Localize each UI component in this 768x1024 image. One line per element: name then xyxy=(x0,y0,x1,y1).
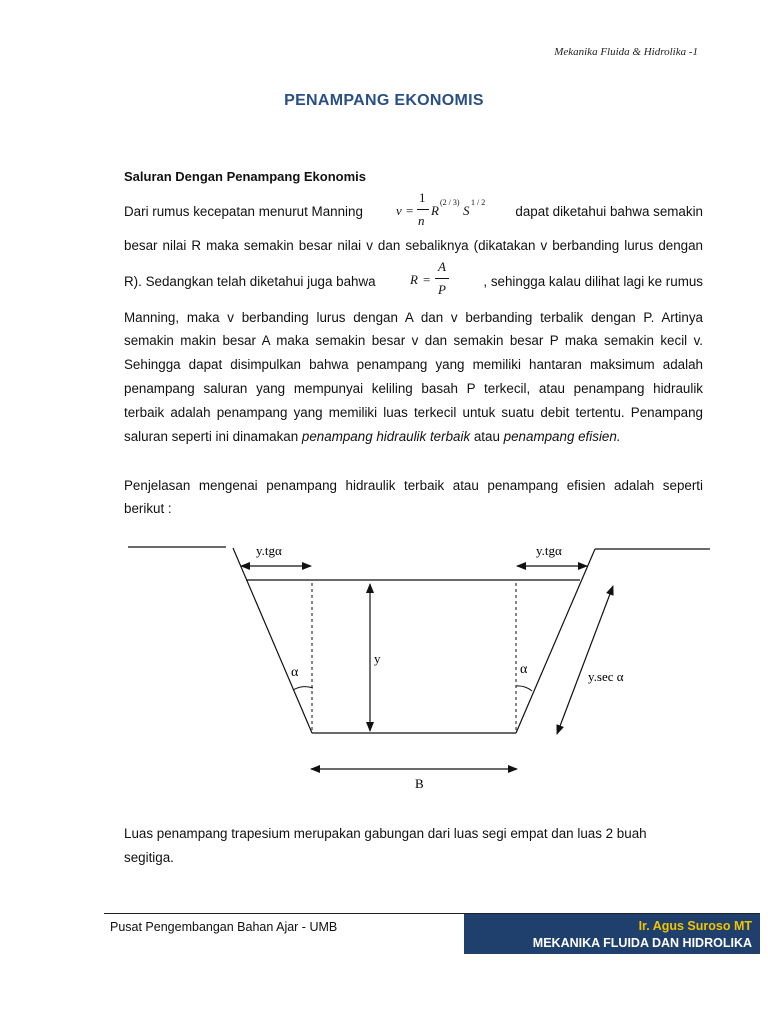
formula-v: v xyxy=(396,203,402,218)
page-title: PENAMPANG EKONOMIS xyxy=(284,92,484,109)
fraction-bar xyxy=(417,209,429,210)
footer-course: MEKANIKA FLUIDA DAN HIDROLIKA xyxy=(532,936,752,950)
text-span: atau xyxy=(470,429,504,444)
channel-side-left xyxy=(233,548,312,733)
emphasis-term: penampang efisien. xyxy=(503,429,621,444)
footer-institution: Pusat Pengembangan Bahan Ajar - UMB xyxy=(110,920,338,934)
formula-eq: = xyxy=(406,203,414,218)
footer-badge xyxy=(464,914,760,954)
fraction-bar xyxy=(435,278,449,279)
label-alpha-left: α xyxy=(291,665,299,680)
paragraph-line: Luas penampang trapesium merupakan gabungan dari luas segi empat dan luas 2 buah xyxy=(124,826,647,841)
text-span: saluran seperti ini dinamakan xyxy=(124,429,302,444)
formula-R: R xyxy=(431,203,439,218)
label-B: B xyxy=(415,776,424,791)
text-span: dapat diketahui bahwa semakin xyxy=(515,204,703,219)
angle-arc-right xyxy=(516,686,532,691)
paragraph-line: , sehingga kalau dilihat lagi ke rumus xyxy=(483,274,703,289)
section-heading: Saluran Dengan Penampang Ekonomis xyxy=(124,169,366,184)
formula-numerator: A xyxy=(438,259,446,274)
channel-side-right xyxy=(516,549,595,733)
angle-arc-left xyxy=(293,687,313,690)
paragraph-line: R). Sedangkan telah diketahui juga bahwa xyxy=(124,274,376,289)
label-alpha-right: α xyxy=(520,662,528,677)
formula-numerator: 1 xyxy=(419,190,426,205)
label-y: y xyxy=(374,651,381,666)
paragraph-line: Penjelasan mengenai penampang hidraulik terbaik atau penampang efisien adalah seperti xyxy=(124,478,703,493)
formula-denominator: n xyxy=(418,213,425,228)
emphasis-term: penampang hidraulik terbaik xyxy=(301,429,471,444)
formula-R: R xyxy=(410,272,418,287)
manning-formula xyxy=(396,190,496,233)
paragraph-line xyxy=(502,200,703,223)
dimension-arrow-ysec xyxy=(557,586,613,734)
paragraph-line: segitiga. xyxy=(124,850,174,865)
paragraph-line: terbaik adalah penampang yang memiliki luas terkecil untuk suatu debit tertentu. Penampang xyxy=(124,405,703,420)
formula-eq: = xyxy=(423,272,431,287)
formula-S-exponent: 1 / 2 xyxy=(471,198,486,207)
running-header: Mekanika Fluida & Hidrolika -1 xyxy=(554,46,698,58)
label-ytg-right: y.tgα xyxy=(536,543,562,558)
formula-S: S xyxy=(463,203,470,218)
paragraph-line: penampang saluran yang mempunyai keliling basah P terkecil, atau penampang hidraulik xyxy=(124,381,703,396)
label-ysec: y.sec α xyxy=(588,669,624,684)
formula-R-exponent: (2 / 3) xyxy=(440,198,460,207)
footer-author: Ir. Agus Suroso MT xyxy=(638,919,752,933)
paragraph-line: Sehingga dapat disimpulkan bahwa penampang yang memiliki hantaran maksimum adalah xyxy=(124,357,703,372)
paragraph-line xyxy=(124,425,703,448)
formula-denominator: P xyxy=(438,282,446,297)
text-span: Dari rumus kecepatan menurut Manning xyxy=(124,204,363,219)
label-ytg-left: y.tgα xyxy=(256,543,282,558)
paragraph-line: semakin makin besar A maka semakin besar v dan semakin besar P maka semakin kecil v. xyxy=(124,333,703,348)
paragraph-line: berikut : xyxy=(124,501,172,516)
paragraph-line: besar nilai R maka semakin besar nilai v dan sebaliknya (dikatakan v berbanding lurus dengan xyxy=(124,238,703,253)
paragraph-line: Manning, maka v berbanding lurus dengan A dan v berbanding terbalik dengan P. Artinya xyxy=(124,310,703,325)
trapezoid-channel-diagram xyxy=(0,530,768,800)
